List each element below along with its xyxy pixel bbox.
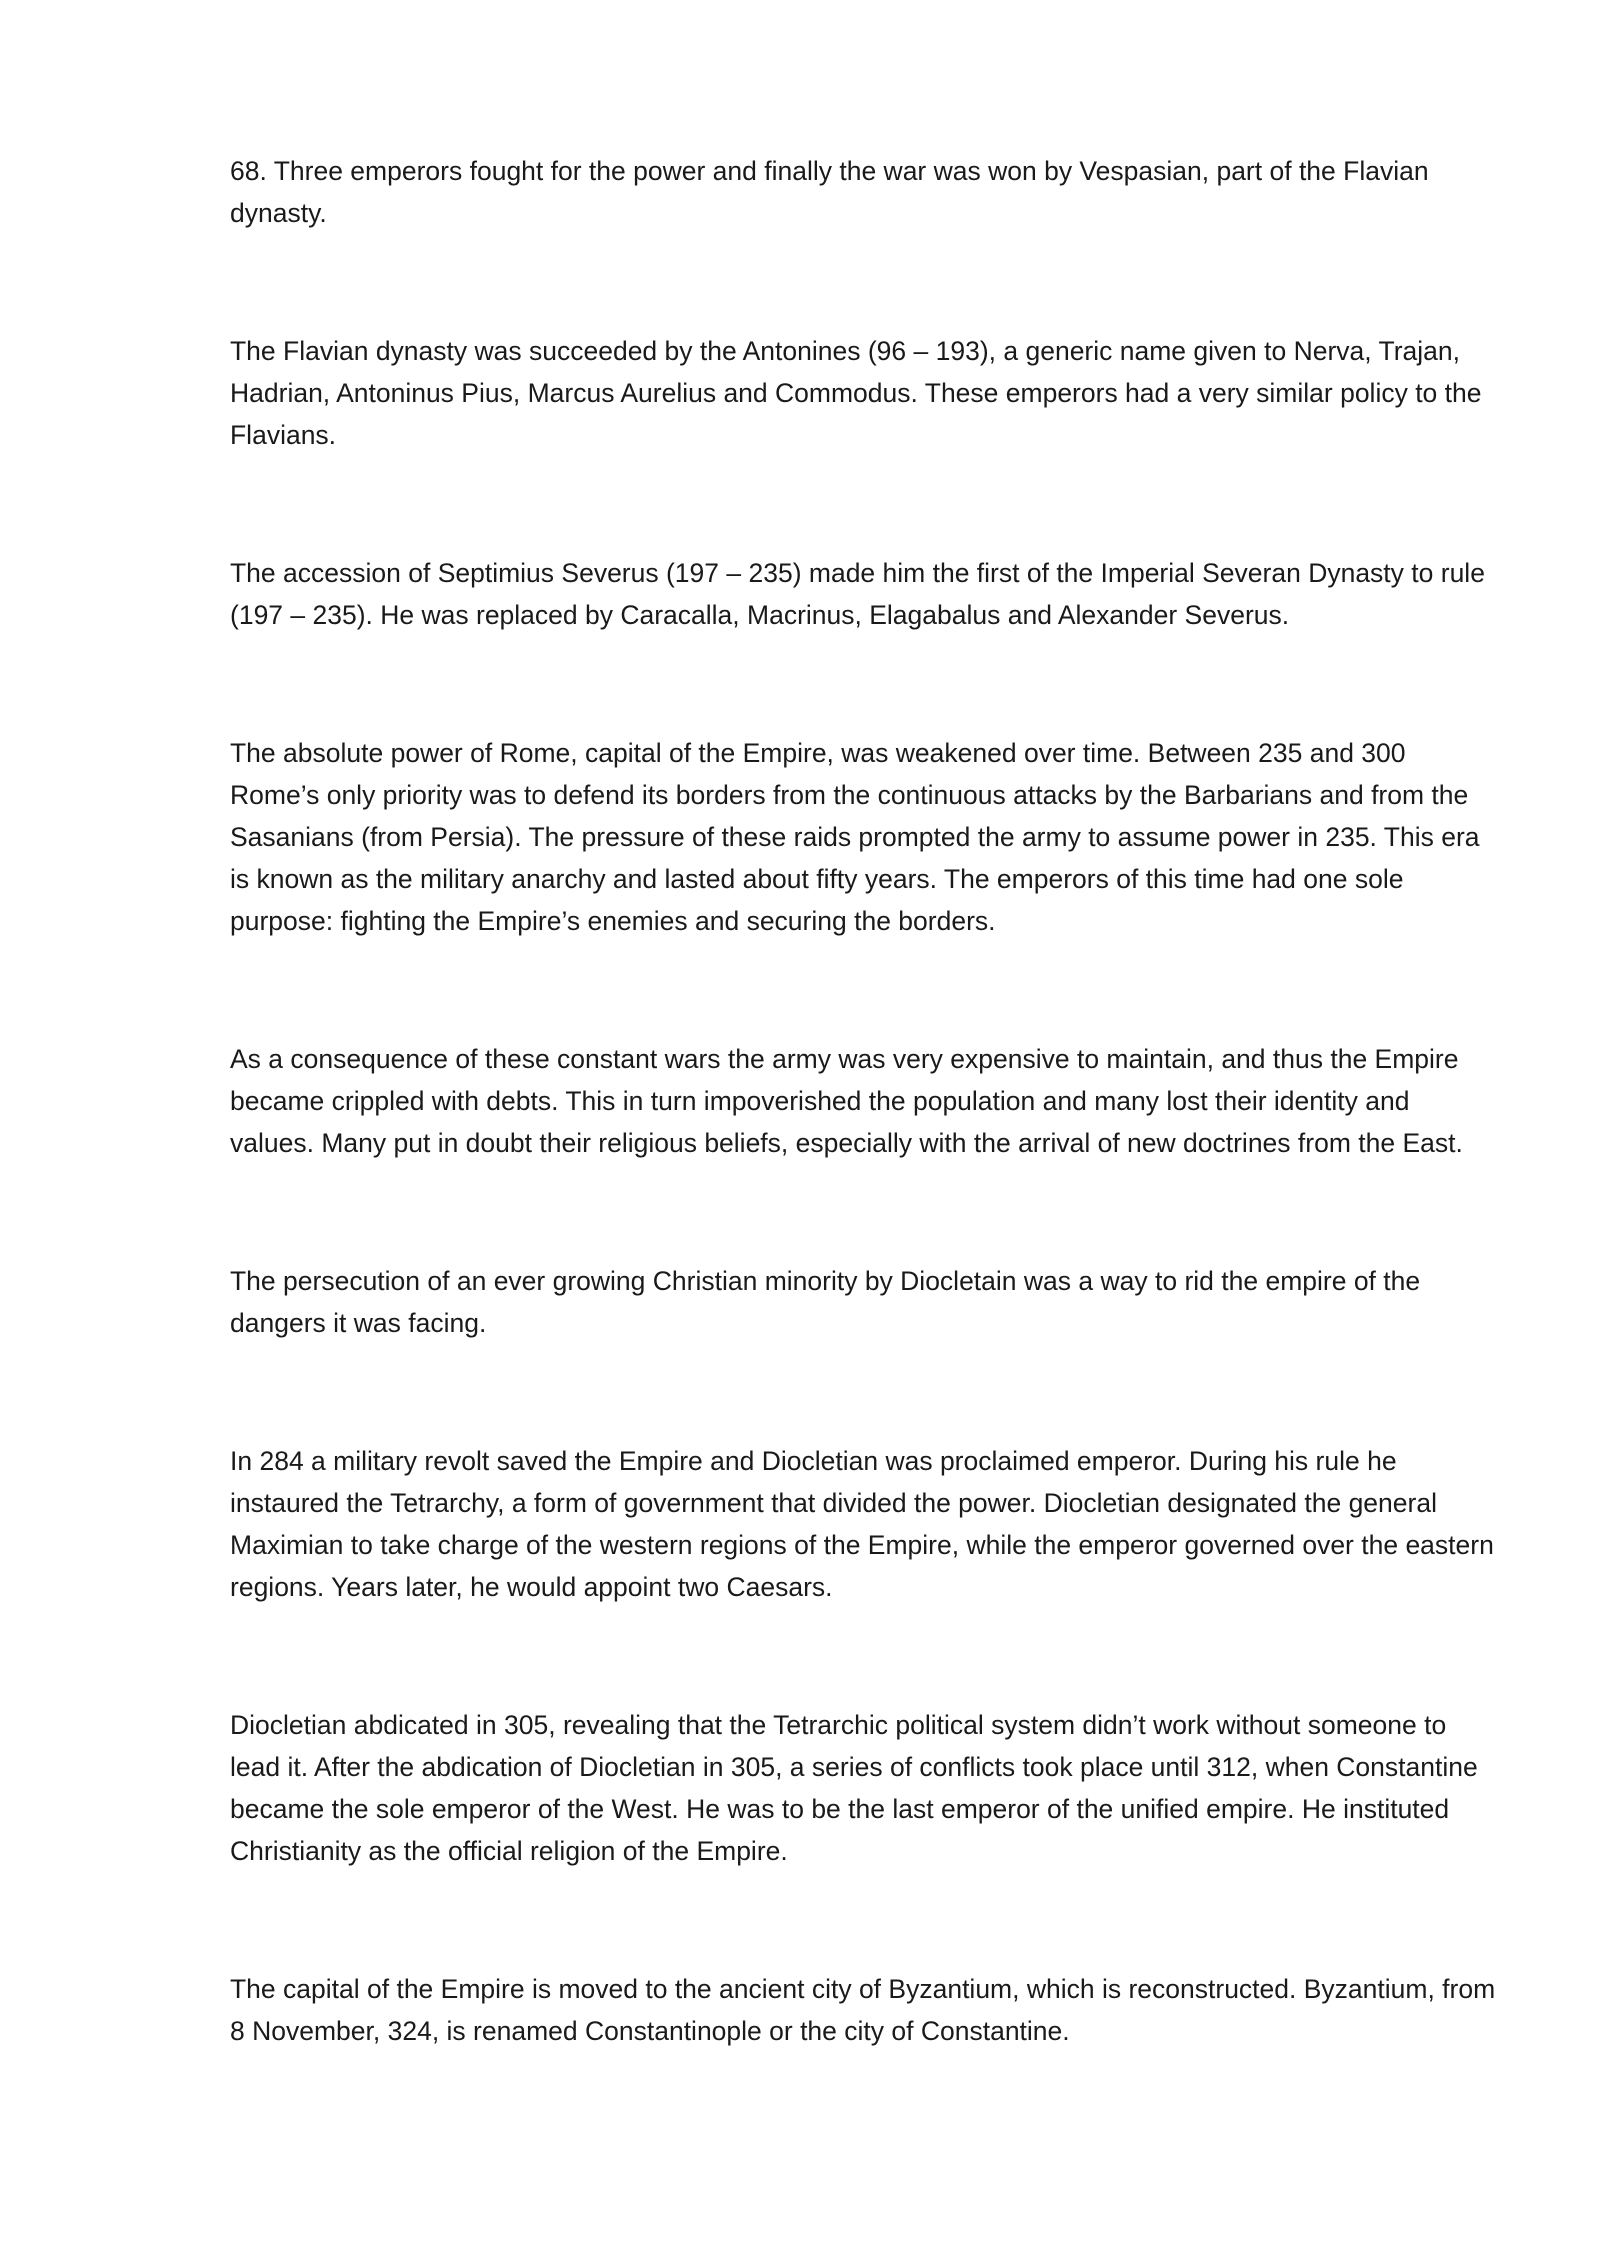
paragraph-debts-crisis: As a consequence of these constant wars the army was very expensive to maintain, and thus the Empire became crippled with debts. This in turn impoverished the population and many lost their identity and values. Many put in doubt their religious beliefs, especially with the arrival of new doctrines from the East.	[230, 1044, 1463, 1158]
paragraph-constantine: Diocletian abdicated in 305, revealing that the Tetrarchic political system didn’t work without someone to lead it. After the abdication of Diocletian in 305, a series of conflicts took place until 312, when Constantine became the sole emperor of the West. He was to be the last emperor of the unified empire. He instituted Christianity as the official religion of the Empire.	[230, 1710, 1478, 1866]
paragraph-flavian-war: 68. Three emperors fought for the power and finally the war was won by Vespasian, part of the Flavian dynasty.	[230, 156, 1429, 228]
paragraph-constantinople: The capital of the Empire is moved to the ancient city of Byzantium, which is reconstructed. Byzantium, from 8 November, 324, is renamed Constantinople or the city of Constantine.	[230, 1974, 1496, 2046]
paragraph-antonines: The Flavian dynasty was succeeded by the Antonines (96 – 193), a generic name given to Nerva, Trajan, Hadrian, Antoninus Pius, Marcus Aurelius and Commodus. These emperors had a very similar policy to the Flavians.	[230, 336, 1482, 450]
document-body	[230, 150, 1498, 2052]
paragraph-christian-persecution: The persecution of an ever growing Christian minority by Diocletain was a way to rid the empire of the dangers it was facing.	[230, 1266, 1421, 1338]
paragraph-military-anarchy: The absolute power of Rome, capital of the Empire, was weakened over time. Between 235 and 300 Rome’s only priority was to defend its borders from the continuous attacks by the Barbarians and from the Sasanians (from Persia). The pressure of these raids prompted the army to assume power in 235. This era is known as the military anarchy and lasted about fifty years. The emperors of this time had one sole purpose: fighting the Empire’s enemies and securing the borders.	[230, 738, 1480, 936]
paragraph-severan-dynasty: The accession of Septimius Severus (197 – 235) made him the first of the Imperial Severan Dynasty to rule (197 – 235). He was replaced by Caracalla, Macrinus, Elagabalus and Alexander Severus.	[230, 558, 1485, 630]
paragraph-tetrarchy: In 284 a military revolt saved the Empire and Diocletian was proclaimed emperor. During his rule he instaured the Tetrarchy, a form of government that divided the power. Diocletian designated the general Maximian to take charge of the western regions of the Empire, while the emperor governed over the eastern regions. Years later, he would appoint two Caesars.	[230, 1446, 1494, 1602]
